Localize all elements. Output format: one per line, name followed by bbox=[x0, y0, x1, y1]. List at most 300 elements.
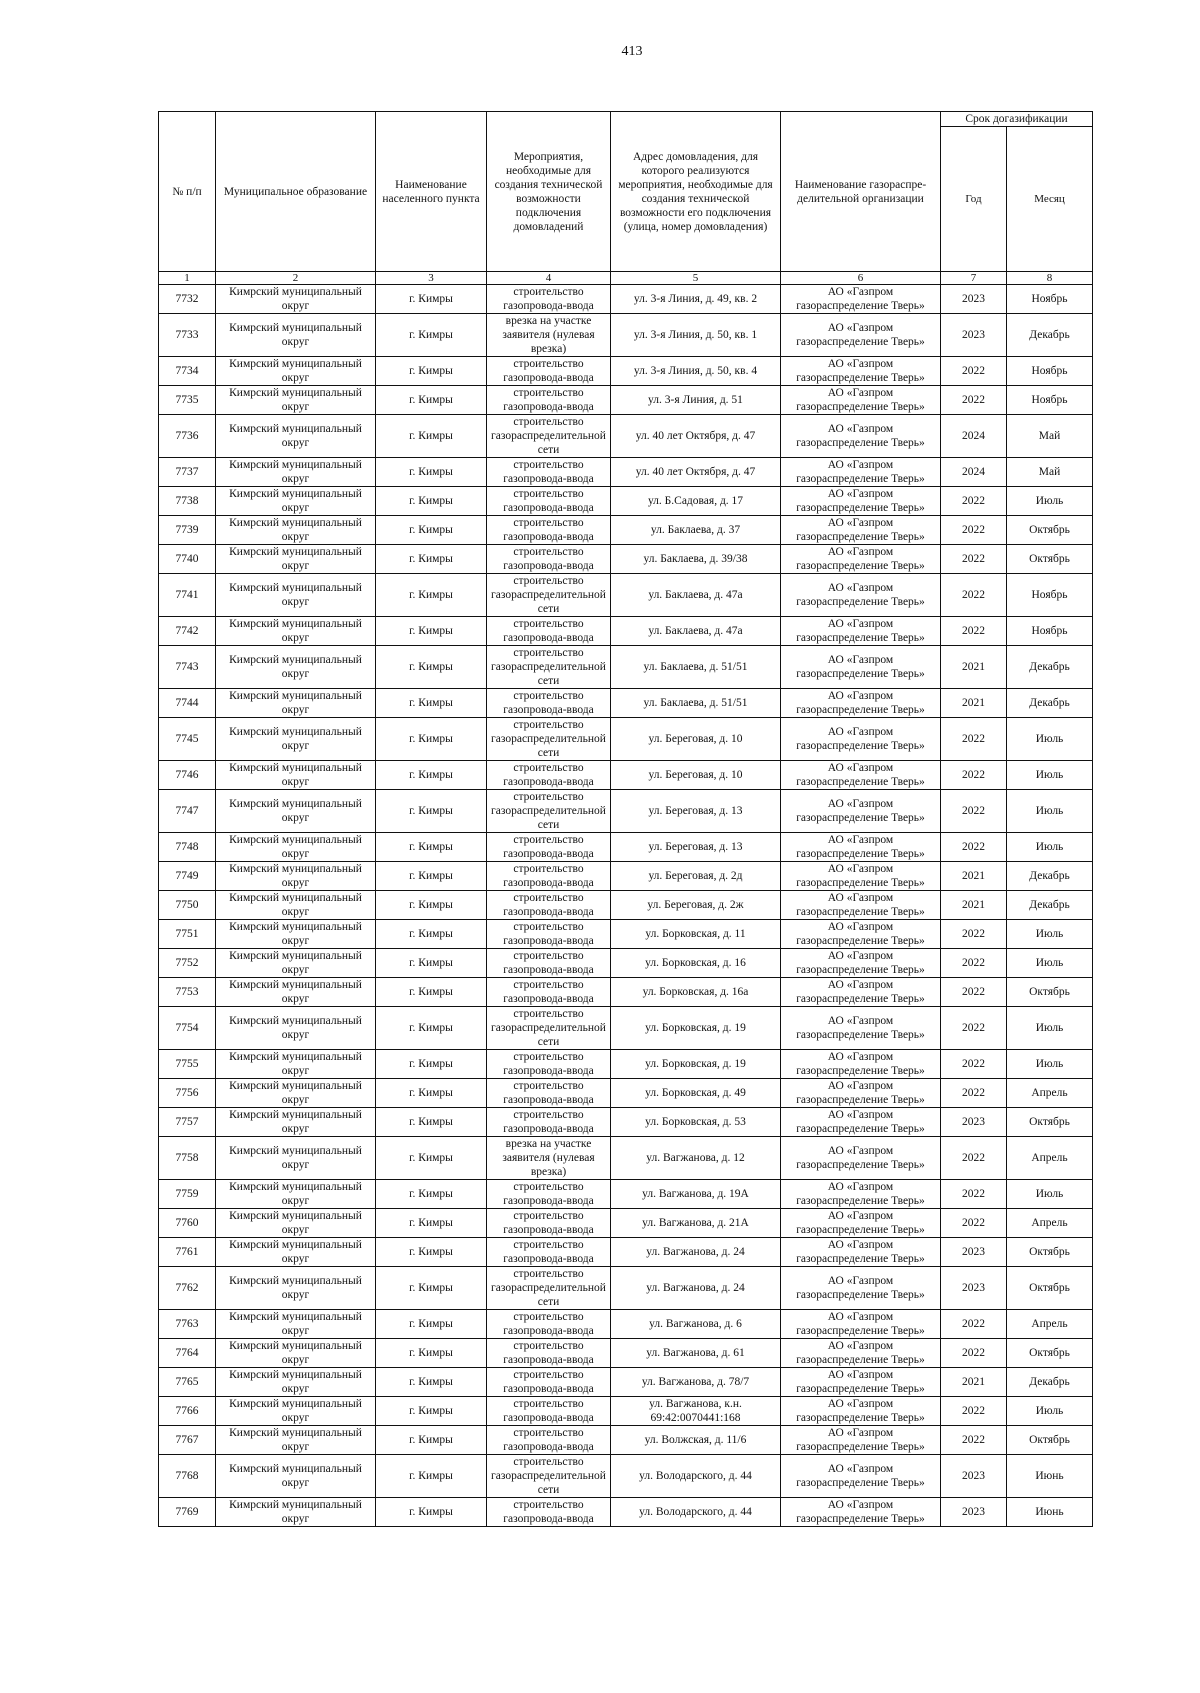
address-cell: ул. Баклаева, д. 47а bbox=[611, 617, 781, 646]
measure-cell: врезка на участке заявителя (нулевая врезка) bbox=[487, 1137, 611, 1180]
month-cell: Июль bbox=[1007, 790, 1093, 833]
measure-cell: строительство газораспределительной сети bbox=[487, 790, 611, 833]
settlement-cell: г. Кимры bbox=[376, 920, 487, 949]
address-cell: ул. Борковская, д. 16а bbox=[611, 978, 781, 1007]
year-cell: 2021 bbox=[941, 862, 1007, 891]
column-number: 4 bbox=[487, 272, 611, 285]
row-number: 7736 bbox=[159, 415, 216, 458]
address-cell: ул. Береговая, д. 10 bbox=[611, 718, 781, 761]
measure-cell: строительство газопровода-ввода bbox=[487, 949, 611, 978]
table-row bbox=[159, 1310, 1093, 1339]
row-number: 7737 bbox=[159, 458, 216, 487]
row-number: 7754 bbox=[159, 1007, 216, 1050]
settlement-cell: г. Кимры bbox=[376, 574, 487, 617]
header-org: Наименование газораспре-делительной организации bbox=[781, 112, 941, 272]
address-cell: ул. Береговая, д. 13 bbox=[611, 790, 781, 833]
table-row bbox=[159, 1455, 1093, 1498]
organization-cell: АО «Газпром газораспределение Тверь» bbox=[781, 1368, 941, 1397]
measure-cell: строительство газопровода-ввода bbox=[487, 1368, 611, 1397]
settlement-cell: г. Кимры bbox=[376, 1455, 487, 1498]
row-number: 7769 bbox=[159, 1498, 216, 1527]
row-number: 7751 bbox=[159, 920, 216, 949]
measure-cell: строительство газораспределительной сети bbox=[487, 718, 611, 761]
month-cell: Октябрь bbox=[1007, 516, 1093, 545]
row-number: 7757 bbox=[159, 1108, 216, 1137]
table-row bbox=[159, 949, 1093, 978]
organization-cell: АО «Газпром газораспределение Тверь» bbox=[781, 386, 941, 415]
table-row bbox=[159, 487, 1093, 516]
municipality-cell: Кимрский муниципальный округ bbox=[216, 1339, 376, 1368]
header-measures: Мероприятия, необходимые для создания технической возможности подключения домовладений bbox=[487, 112, 611, 272]
measure-cell: строительство газораспределительной сети bbox=[487, 1007, 611, 1050]
settlement-cell: г. Кимры bbox=[376, 357, 487, 386]
address-cell: ул. Вагжанова, д. 12 bbox=[611, 1137, 781, 1180]
table-row bbox=[159, 386, 1093, 415]
row-number: 7768 bbox=[159, 1455, 216, 1498]
municipality-cell: Кимрский муниципальный округ bbox=[216, 718, 376, 761]
municipality-cell: Кимрский муниципальный округ bbox=[216, 646, 376, 689]
month-cell: Июль bbox=[1007, 718, 1093, 761]
measure-cell: строительство газопровода-ввода bbox=[487, 1498, 611, 1527]
month-cell: Декабрь bbox=[1007, 314, 1093, 357]
settlement-cell: г. Кимры bbox=[376, 1209, 487, 1238]
settlement-cell: г. Кимры bbox=[376, 718, 487, 761]
row-number: 7742 bbox=[159, 617, 216, 646]
year-cell: 2023 bbox=[941, 1108, 1007, 1137]
measure-cell: строительство газопровода-ввода bbox=[487, 1180, 611, 1209]
address-cell: ул. Вагжанова, д. 24 bbox=[611, 1238, 781, 1267]
month-cell: Июль bbox=[1007, 833, 1093, 862]
organization-cell: АО «Газпром газораспределение Тверь» bbox=[781, 891, 941, 920]
month-cell: Декабрь bbox=[1007, 1368, 1093, 1397]
settlement-cell: г. Кимры bbox=[376, 458, 487, 487]
month-cell: Декабрь bbox=[1007, 862, 1093, 891]
table-row bbox=[159, 1426, 1093, 1455]
year-cell: 2022 bbox=[941, 920, 1007, 949]
year-cell: 2023 bbox=[941, 1455, 1007, 1498]
header-num: № п/п bbox=[159, 112, 216, 272]
row-number: 7740 bbox=[159, 545, 216, 574]
year-cell: 2022 bbox=[941, 1079, 1007, 1108]
year-cell: 2021 bbox=[941, 646, 1007, 689]
month-cell: Июль bbox=[1007, 761, 1093, 790]
address-cell: ул. 3-я Линия, д. 49, кв. 2 bbox=[611, 285, 781, 314]
measure-cell: строительство газопровода-ввода bbox=[487, 458, 611, 487]
row-number: 7746 bbox=[159, 761, 216, 790]
row-number: 7733 bbox=[159, 314, 216, 357]
table-row bbox=[159, 833, 1093, 862]
municipality-cell: Кимрский муниципальный округ bbox=[216, 487, 376, 516]
month-cell: Октябрь bbox=[1007, 1238, 1093, 1267]
measure-cell: строительство газопровода-ввода bbox=[487, 285, 611, 314]
organization-cell: АО «Газпром газораспределение Тверь» bbox=[781, 646, 941, 689]
header-address: Адрес домовладения, для которого реализуются мероприятия, необходимые для создания технической возможности его подключения (улица, номер домовладения) bbox=[611, 112, 781, 272]
measure-cell: строительство газопровода-ввода bbox=[487, 1238, 611, 1267]
address-cell: ул. Вагжанова, д. 21А bbox=[611, 1209, 781, 1238]
address-cell: ул. Борковская, д. 49 bbox=[611, 1079, 781, 1108]
table-row bbox=[159, 617, 1093, 646]
measure-cell: строительство газопровода-ввода bbox=[487, 862, 611, 891]
month-cell: Июль bbox=[1007, 1180, 1093, 1209]
table-row bbox=[159, 1180, 1093, 1209]
municipality-cell: Кимрский муниципальный округ bbox=[216, 790, 376, 833]
municipality-cell: Кимрский муниципальный округ bbox=[216, 1180, 376, 1209]
measure-cell: строительство газораспределительной сети bbox=[487, 1267, 611, 1310]
year-cell: 2022 bbox=[941, 1339, 1007, 1368]
year-cell: 2022 bbox=[941, 574, 1007, 617]
measure-cell: строительство газораспределительной сети bbox=[487, 415, 611, 458]
address-cell: ул. Вагжанова, д. 6 bbox=[611, 1310, 781, 1339]
year-cell: 2021 bbox=[941, 891, 1007, 920]
organization-cell: АО «Газпром газораспределение Тверь» bbox=[781, 1238, 941, 1267]
row-number: 7743 bbox=[159, 646, 216, 689]
organization-cell: АО «Газпром газораспределение Тверь» bbox=[781, 1209, 941, 1238]
table-row bbox=[159, 862, 1093, 891]
header-municipality: Муниципальное образование bbox=[216, 112, 376, 272]
organization-cell: АО «Газпром газораспределение Тверь» bbox=[781, 862, 941, 891]
measure-cell: строительство газопровода-ввода bbox=[487, 761, 611, 790]
municipality-cell: Кимрский муниципальный округ bbox=[216, 458, 376, 487]
table-row bbox=[159, 357, 1093, 386]
table-row bbox=[159, 1498, 1093, 1527]
settlement-cell: г. Кимры bbox=[376, 415, 487, 458]
year-cell: 2022 bbox=[941, 1426, 1007, 1455]
measure-cell: строительство газопровода-ввода bbox=[487, 487, 611, 516]
table-row bbox=[159, 574, 1093, 617]
address-cell: ул. Вагжанова, к.н. 69:42:0070441:168 bbox=[611, 1397, 781, 1426]
municipality-cell: Кимрский муниципальный округ bbox=[216, 1498, 376, 1527]
table-row bbox=[159, 516, 1093, 545]
year-cell: 2022 bbox=[941, 761, 1007, 790]
settlement-cell: г. Кимры bbox=[376, 386, 487, 415]
address-cell: ул. 40 лет Октября, д. 47 bbox=[611, 458, 781, 487]
settlement-cell: г. Кимры bbox=[376, 646, 487, 689]
organization-cell: АО «Газпром газораспределение Тверь» bbox=[781, 1397, 941, 1426]
address-cell: ул. Баклаева, д. 47а bbox=[611, 574, 781, 617]
address-cell: ул. Береговая, д. 2ж bbox=[611, 891, 781, 920]
address-cell: ул. Вагжанова, д. 61 bbox=[611, 1339, 781, 1368]
column-number: 1 bbox=[159, 272, 216, 285]
organization-cell: АО «Газпром газораспределение Тверь» bbox=[781, 1339, 941, 1368]
address-cell: ул. Борковская, д. 53 bbox=[611, 1108, 781, 1137]
organization-cell: АО «Газпром газораспределение Тверь» bbox=[781, 1050, 941, 1079]
settlement-cell: г. Кимры bbox=[376, 285, 487, 314]
organization-cell: АО «Газпром газораспределение Тверь» bbox=[781, 357, 941, 386]
organization-cell: АО «Газпром газораспределение Тверь» bbox=[781, 516, 941, 545]
row-number: 7756 bbox=[159, 1079, 216, 1108]
measure-cell: строительство газопровода-ввода bbox=[487, 516, 611, 545]
address-cell: ул. Баклаева, д. 51/51 bbox=[611, 646, 781, 689]
municipality-cell: Кимрский муниципальный округ bbox=[216, 1397, 376, 1426]
year-cell: 2021 bbox=[941, 1368, 1007, 1397]
measure-cell: строительство газораспределительной сети bbox=[487, 574, 611, 617]
address-cell: ул. Береговая, д. 10 bbox=[611, 761, 781, 790]
month-cell: Июль bbox=[1007, 949, 1093, 978]
organization-cell: АО «Газпром газораспределение Тверь» bbox=[781, 1498, 941, 1527]
row-number: 7744 bbox=[159, 689, 216, 718]
row-number: 7758 bbox=[159, 1137, 216, 1180]
municipality-cell: Кимрский муниципальный округ bbox=[216, 1310, 376, 1339]
address-cell: ул. 3-я Линия, д. 50, кв. 1 bbox=[611, 314, 781, 357]
month-cell: Апрель bbox=[1007, 1079, 1093, 1108]
settlement-cell: г. Кимры bbox=[376, 1137, 487, 1180]
measure-cell: строительство газопровода-ввода bbox=[487, 689, 611, 718]
year-cell: 2022 bbox=[941, 1397, 1007, 1426]
measure-cell: строительство газопровода-ввода bbox=[487, 357, 611, 386]
table-row bbox=[159, 1079, 1093, 1108]
month-cell: Июль bbox=[1007, 1007, 1093, 1050]
municipality-cell: Кимрский муниципальный округ bbox=[216, 949, 376, 978]
municipality-cell: Кимрский муниципальный округ bbox=[216, 1007, 376, 1050]
organization-cell: АО «Газпром газораспределение Тверь» bbox=[781, 790, 941, 833]
year-cell: 2022 bbox=[941, 1180, 1007, 1209]
municipality-cell: Кимрский муниципальный округ bbox=[216, 1108, 376, 1137]
month-cell: Июль bbox=[1007, 487, 1093, 516]
settlement-cell: г. Кимры bbox=[376, 1426, 487, 1455]
settlement-cell: г. Кимры bbox=[376, 862, 487, 891]
organization-cell: АО «Газпром газораспределение Тверь» bbox=[781, 415, 941, 458]
address-cell: ул. 3-я Линия, д. 51 bbox=[611, 386, 781, 415]
organization-cell: АО «Газпром газораспределение Тверь» bbox=[781, 761, 941, 790]
table-row bbox=[159, 1339, 1093, 1368]
year-cell: 2022 bbox=[941, 617, 1007, 646]
row-number: 7766 bbox=[159, 1397, 216, 1426]
year-cell: 2022 bbox=[941, 357, 1007, 386]
year-cell: 2023 bbox=[941, 314, 1007, 357]
address-cell: ул. Баклаева, д. 39/38 bbox=[611, 545, 781, 574]
month-cell: Июль bbox=[1007, 1397, 1093, 1426]
month-cell: Апрель bbox=[1007, 1310, 1093, 1339]
organization-cell: АО «Газпром газораспределение Тверь» bbox=[781, 617, 941, 646]
organization-cell: АО «Газпром газораспределение Тверь» bbox=[781, 1079, 941, 1108]
municipality-cell: Кимрский муниципальный округ bbox=[216, 891, 376, 920]
settlement-cell: г. Кимры bbox=[376, 1007, 487, 1050]
year-cell: 2023 bbox=[941, 285, 1007, 314]
settlement-cell: г. Кимры bbox=[376, 1397, 487, 1426]
municipality-cell: Кимрский муниципальный округ bbox=[216, 833, 376, 862]
settlement-cell: г. Кимры bbox=[376, 1180, 487, 1209]
measure-cell: строительство газопровода-ввода bbox=[487, 978, 611, 1007]
measure-cell: строительство газопровода-ввода bbox=[487, 1079, 611, 1108]
month-cell: Ноябрь bbox=[1007, 285, 1093, 314]
month-cell: Октябрь bbox=[1007, 1267, 1093, 1310]
measure-cell: строительство газопровода-ввода bbox=[487, 1108, 611, 1137]
measure-cell: строительство газопровода-ввода bbox=[487, 891, 611, 920]
header-year: Год bbox=[941, 127, 1007, 272]
year-cell: 2022 bbox=[941, 949, 1007, 978]
table-body bbox=[159, 285, 1093, 1527]
municipality-cell: Кимрский муниципальный округ bbox=[216, 1050, 376, 1079]
settlement-cell: г. Кимры bbox=[376, 1368, 487, 1397]
municipality-cell: Кимрский муниципальный округ bbox=[216, 1079, 376, 1108]
municipality-cell: Кимрский муниципальный округ bbox=[216, 1238, 376, 1267]
month-cell: Декабрь bbox=[1007, 646, 1093, 689]
measure-cell: строительство газопровода-ввода bbox=[487, 920, 611, 949]
table-row bbox=[159, 978, 1093, 1007]
year-cell: 2022 bbox=[941, 487, 1007, 516]
municipality-cell: Кимрский муниципальный округ bbox=[216, 920, 376, 949]
month-cell: Октябрь bbox=[1007, 1108, 1093, 1137]
column-number: 7 bbox=[941, 272, 1007, 285]
month-cell: Ноябрь bbox=[1007, 386, 1093, 415]
municipality-cell: Кимрский муниципальный округ bbox=[216, 862, 376, 891]
row-number: 7752 bbox=[159, 949, 216, 978]
settlement-cell: г. Кимры bbox=[376, 761, 487, 790]
year-cell: 2022 bbox=[941, 1137, 1007, 1180]
row-number: 7735 bbox=[159, 386, 216, 415]
column-number: 5 bbox=[611, 272, 781, 285]
year-cell: 2022 bbox=[941, 833, 1007, 862]
month-cell: Июнь bbox=[1007, 1498, 1093, 1527]
month-cell: Апрель bbox=[1007, 1209, 1093, 1238]
settlement-cell: г. Кимры bbox=[376, 1108, 487, 1137]
row-number: 7738 bbox=[159, 487, 216, 516]
municipality-cell: Кимрский муниципальный округ bbox=[216, 689, 376, 718]
month-cell: Июль bbox=[1007, 920, 1093, 949]
year-cell: 2023 bbox=[941, 1238, 1007, 1267]
row-number: 7741 bbox=[159, 574, 216, 617]
column-number: 2 bbox=[216, 272, 376, 285]
organization-cell: АО «Газпром газораспределение Тверь» bbox=[781, 1426, 941, 1455]
column-number: 6 bbox=[781, 272, 941, 285]
organization-cell: АО «Газпром газораспределение Тверь» bbox=[781, 1108, 941, 1137]
organization-cell: АО «Газпром газораспределение Тверь» bbox=[781, 949, 941, 978]
organization-cell: АО «Газпром газораспределение Тверь» bbox=[781, 458, 941, 487]
table-row bbox=[159, 1108, 1093, 1137]
measure-cell: строительство газопровода-ввода bbox=[487, 617, 611, 646]
measure-cell: строительство газопровода-ввода bbox=[487, 1209, 611, 1238]
municipality-cell: Кимрский муниципальный округ bbox=[216, 1455, 376, 1498]
organization-cell: АО «Газпром газораспределение Тверь» bbox=[781, 833, 941, 862]
table-row bbox=[159, 1368, 1093, 1397]
municipality-cell: Кимрский муниципальный округ bbox=[216, 1368, 376, 1397]
settlement-cell: г. Кимры bbox=[376, 487, 487, 516]
row-number: 7760 bbox=[159, 1209, 216, 1238]
month-cell: Ноябрь bbox=[1007, 357, 1093, 386]
settlement-cell: г. Кимры bbox=[376, 1498, 487, 1527]
year-cell: 2023 bbox=[941, 1267, 1007, 1310]
settlement-cell: г. Кимры bbox=[376, 545, 487, 574]
year-cell: 2022 bbox=[941, 516, 1007, 545]
table-row bbox=[159, 1397, 1093, 1426]
organization-cell: АО «Газпром газораспределение Тверь» bbox=[781, 1310, 941, 1339]
table-row bbox=[159, 458, 1093, 487]
month-cell: Июнь bbox=[1007, 1455, 1093, 1498]
column-number: 3 bbox=[376, 272, 487, 285]
measure-cell: строительство газопровода-ввода bbox=[487, 1397, 611, 1426]
header-period: Срок догазификации bbox=[941, 112, 1093, 127]
table-row bbox=[159, 285, 1093, 314]
organization-cell: АО «Газпром газораспределение Тверь» bbox=[781, 689, 941, 718]
address-cell: ул. Береговая, д. 2д bbox=[611, 862, 781, 891]
header-settlement: Наименование населенного пункта bbox=[376, 112, 487, 272]
year-cell: 2022 bbox=[941, 1209, 1007, 1238]
organization-cell: АО «Газпром газораспределение Тверь» bbox=[781, 1137, 941, 1180]
municipality-cell: Кимрский муниципальный округ bbox=[216, 516, 376, 545]
table-row bbox=[159, 689, 1093, 718]
row-number: 7767 bbox=[159, 1426, 216, 1455]
measure-cell: строительство газопровода-ввода bbox=[487, 1426, 611, 1455]
municipality-cell: Кимрский муниципальный округ bbox=[216, 761, 376, 790]
row-number: 7748 bbox=[159, 833, 216, 862]
organization-cell: АО «Газпром газораспределение Тверь» bbox=[781, 487, 941, 516]
table-row bbox=[159, 1050, 1093, 1079]
table-row bbox=[159, 1238, 1093, 1267]
year-cell: 2024 bbox=[941, 458, 1007, 487]
month-cell: Декабрь bbox=[1007, 689, 1093, 718]
organization-cell: АО «Газпром газораспределение Тверь» bbox=[781, 1455, 941, 1498]
month-cell: Декабрь bbox=[1007, 891, 1093, 920]
settlement-cell: г. Кимры bbox=[376, 790, 487, 833]
address-cell: ул. Володарского, д. 44 bbox=[611, 1498, 781, 1527]
year-cell: 2022 bbox=[941, 386, 1007, 415]
year-cell: 2022 bbox=[941, 545, 1007, 574]
settlement-cell: г. Кимры bbox=[376, 1310, 487, 1339]
year-cell: 2023 bbox=[941, 1498, 1007, 1527]
settlement-cell: г. Кимры bbox=[376, 978, 487, 1007]
municipality-cell: Кимрский муниципальный округ bbox=[216, 1209, 376, 1238]
month-cell: Октябрь bbox=[1007, 545, 1093, 574]
row-number: 7761 bbox=[159, 1238, 216, 1267]
settlement-cell: г. Кимры bbox=[376, 1339, 487, 1368]
row-number: 7732 bbox=[159, 285, 216, 314]
organization-cell: АО «Газпром газораспределение Тверь» bbox=[781, 285, 941, 314]
organization-cell: АО «Газпром газораспределение Тверь» bbox=[781, 1180, 941, 1209]
table-row bbox=[159, 646, 1093, 689]
municipality-cell: Кимрский муниципальный округ bbox=[216, 386, 376, 415]
measure-cell: строительство газопровода-ввода bbox=[487, 386, 611, 415]
settlement-cell: г. Кимры bbox=[376, 949, 487, 978]
header-month: Месяц bbox=[1007, 127, 1093, 272]
measure-cell: врезка на участке заявителя (нулевая врезка) bbox=[487, 314, 611, 357]
table-row bbox=[159, 1267, 1093, 1310]
month-cell: Ноябрь bbox=[1007, 617, 1093, 646]
settlement-cell: г. Кимры bbox=[376, 617, 487, 646]
measure-cell: строительство газопровода-ввода bbox=[487, 1050, 611, 1079]
table-row bbox=[159, 790, 1093, 833]
measure-cell: строительство газопровода-ввода bbox=[487, 1339, 611, 1368]
address-cell: ул. Борковская, д. 19 bbox=[611, 1007, 781, 1050]
municipality-cell: Кимрский муниципальный округ bbox=[216, 1426, 376, 1455]
month-cell: Октябрь bbox=[1007, 1339, 1093, 1368]
column-number: 8 bbox=[1007, 272, 1093, 285]
municipality-cell: Кимрский муниципальный округ bbox=[216, 357, 376, 386]
measure-cell: строительство газораспределительной сети bbox=[487, 646, 611, 689]
gasification-table bbox=[158, 111, 1093, 1527]
year-cell: 2022 bbox=[941, 790, 1007, 833]
address-cell: ул. Береговая, д. 13 bbox=[611, 833, 781, 862]
organization-cell: АО «Газпром газораспределение Тверь» bbox=[781, 1267, 941, 1310]
row-number: 7747 bbox=[159, 790, 216, 833]
address-cell: ул. Борковская, д. 19 bbox=[611, 1050, 781, 1079]
year-cell: 2024 bbox=[941, 415, 1007, 458]
measure-cell: строительство газопровода-ввода bbox=[487, 833, 611, 862]
address-cell: ул. Борковская, д. 11 bbox=[611, 920, 781, 949]
address-cell: ул. Вагжанова, д. 24 bbox=[611, 1267, 781, 1310]
row-number: 7763 bbox=[159, 1310, 216, 1339]
settlement-cell: г. Кимры bbox=[376, 689, 487, 718]
month-cell: Октябрь bbox=[1007, 978, 1093, 1007]
row-number: 7734 bbox=[159, 357, 216, 386]
address-cell: ул. Володарского, д. 44 bbox=[611, 1455, 781, 1498]
municipality-cell: Кимрский муниципальный округ bbox=[216, 1137, 376, 1180]
row-number: 7750 bbox=[159, 891, 216, 920]
table-row bbox=[159, 718, 1093, 761]
organization-cell: АО «Газпром газораспределение Тверь» bbox=[781, 314, 941, 357]
row-number: 7762 bbox=[159, 1267, 216, 1310]
settlement-cell: г. Кимры bbox=[376, 1238, 487, 1267]
address-cell: ул. Борковская, д. 16 bbox=[611, 949, 781, 978]
